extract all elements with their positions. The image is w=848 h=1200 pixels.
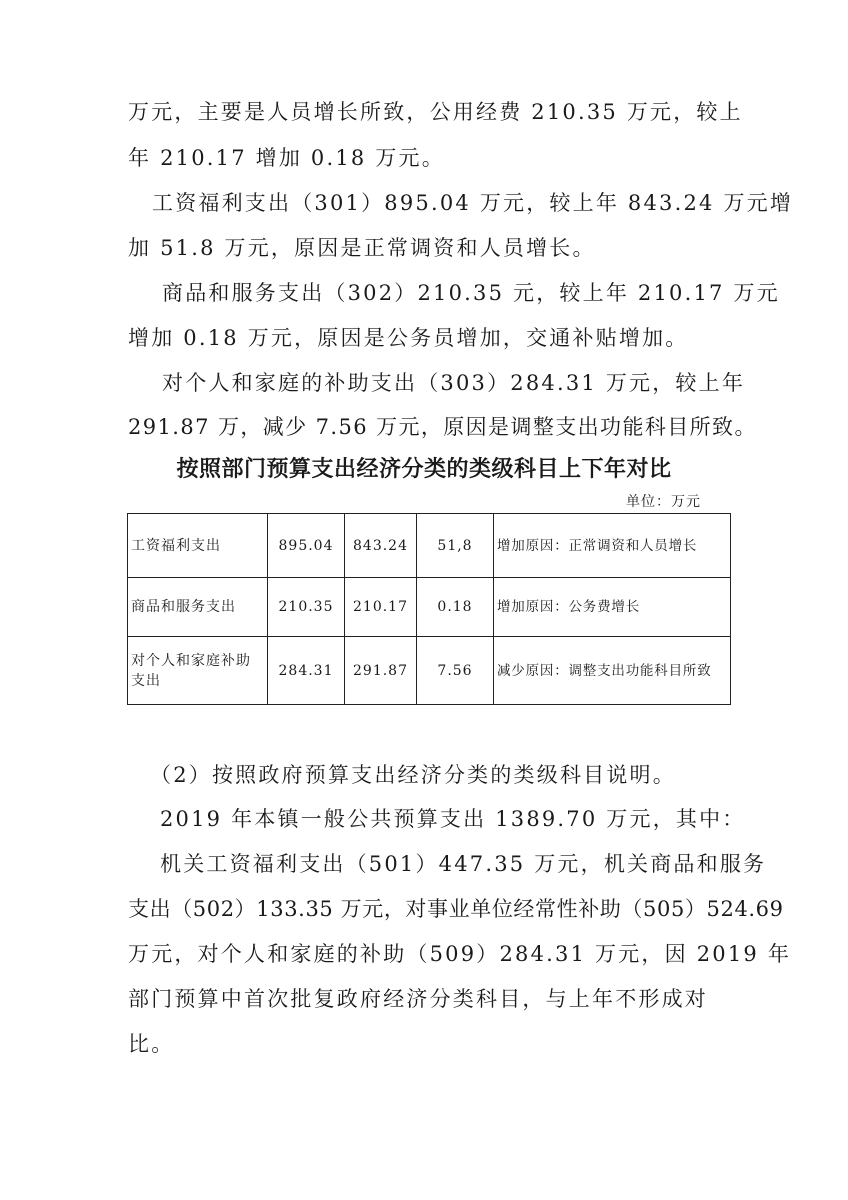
paragraph-line: 291.87 万，减少 7.56 万元，原因是调整支出功能科目所致。 [128, 415, 757, 439]
table-row [128, 637, 731, 705]
table-row [128, 578, 731, 637]
paragraph-line: 加 51.8 万元，原因是正常调资和人员增长。 [128, 236, 596, 260]
row-previous: 210.17 [345, 578, 417, 637]
paragraph-line: （2）按照政府预算支出经济分类的类级科目说明。 [150, 763, 676, 787]
budget-comparison-table [127, 513, 731, 705]
row-change: 0.18 [417, 578, 494, 637]
paragraph-line: 比。 [128, 1032, 175, 1056]
paragraph-line: 2019 年本镇一般公共预算支出 1389.70 万元，其中： [160, 807, 746, 831]
table-unit: 单位：万元 [626, 494, 701, 510]
row-current: 284.31 [268, 637, 345, 705]
row-previous: 291.87 [345, 637, 417, 705]
row-note: 增加原因：正常调资和人员增长 [494, 514, 731, 578]
paragraph-line: 支出（502）133.35 万元，对事业单位经常性补助（505）524.69 [128, 897, 784, 921]
table-row [128, 514, 731, 578]
row-note: 减少原因：调整支出功能科目所致 [494, 637, 731, 705]
row-change: 51,8 [417, 514, 494, 578]
paragraph-line: 工资福利支出（301）895.04 万元，较上年 843.24 万元增 [152, 191, 794, 215]
row-name: 工资福利支出 [128, 514, 268, 578]
row-name-line: 支出 [131, 672, 161, 689]
paragraph-line: 万元，对个人和家庭的补助（509）284.31 万元，因 2019 年 [128, 942, 792, 966]
row-current: 895.04 [268, 514, 345, 578]
row-name-line: 对个人和家庭补助 [131, 652, 251, 669]
row-previous: 843.24 [345, 514, 417, 578]
paragraph-line: 部门预算中首次批复政府经济分类科目，与上年不形成对 [128, 987, 708, 1011]
row-name [128, 637, 268, 705]
row-name: 商品和服务支出 [128, 578, 268, 637]
row-note: 增加原因：公务费增长 [494, 578, 731, 637]
paragraph-line: 商品和服务支出（302）210.35 元，较上年 210.17 万元 [162, 281, 780, 305]
paragraph-line: 增加 0.18 万元，原因是公务员增加，交通补贴增加。 [128, 326, 689, 350]
row-current: 210.35 [268, 578, 345, 637]
paragraph-line: 机关工资福利支出（501）447.35 万元，机关商品和服务 [160, 852, 767, 876]
paragraph-line: 万元，主要是人员增长所致，公用经费 210.35 万元，较上 [128, 100, 743, 124]
paragraph-line: 年 210.17 增加 0.18 万元。 [128, 146, 445, 170]
table-title: 按照部门预算支出经济分类的类级科目上下年对比 [176, 457, 672, 482]
row-change: 7.56 [417, 637, 494, 705]
paragraph-line: 对个人和家庭的补助支出（303）284.31 万元，较上年 [162, 371, 746, 395]
